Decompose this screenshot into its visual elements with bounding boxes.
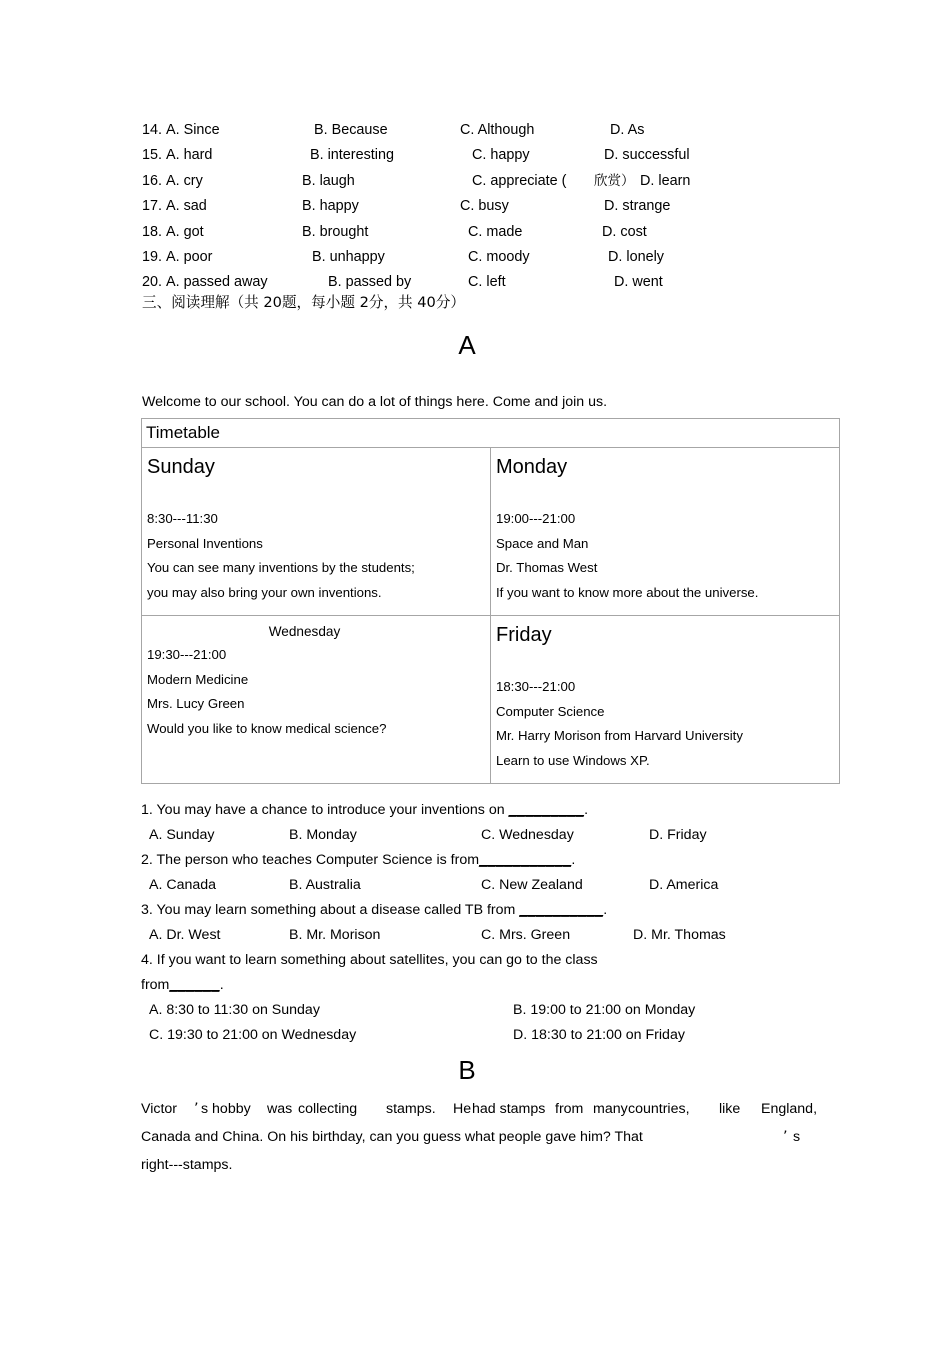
passage-b-word: many <box>593 1101 628 1117</box>
cloze-option-a-text: A. sad <box>166 198 207 215</box>
timetable-time: 19:00---21:00 <box>496 511 576 526</box>
timetable-topic: Computer Science <box>496 703 605 719</box>
option-d: D. Mr. Thomas <box>633 927 726 943</box>
passage-b-line <box>141 1123 841 1151</box>
cloze-option-b: B. unhappy <box>312 248 385 265</box>
passage-b-body <box>141 1095 841 1179</box>
section-heading-reading: 三、阅读理解（共 20题，每小题 2分，共 40分） <box>142 294 466 311</box>
cloze-row <box>142 194 842 219</box>
cloze-option-a: 18. <box>142 223 163 240</box>
cloze-option-a: 20. <box>142 274 163 291</box>
timetable-topic: Space and Man <box>496 535 589 551</box>
cloze-option-c: C. appreciate ( <box>472 172 567 189</box>
question-stem-2 <box>141 848 851 873</box>
cloze-option-d: D. As <box>610 122 645 138</box>
option-a: A. Sunday <box>149 827 215 843</box>
cloze-option-b: B. interesting <box>310 147 394 164</box>
timetable-cell-monday <box>491 448 840 616</box>
option-a: A. Dr. West <box>149 927 221 943</box>
question-stem-tail: . <box>219 977 224 993</box>
option-d: D. Friday <box>649 827 707 843</box>
day-heading-friday: Friday <box>496 624 552 646</box>
cloze-option-d: D. cost <box>602 223 647 240</box>
cloze-option-a: 14. <box>142 122 163 138</box>
cloze-option-d: D. went <box>614 274 663 291</box>
cloze-option-a: 15. <box>142 147 163 164</box>
passage-b-word: He <box>453 1101 472 1117</box>
passage-b-word: Victor <box>141 1101 178 1117</box>
cloze-option-c: C. Although <box>460 122 535 138</box>
cloze-option-b: B. happy <box>302 198 359 215</box>
timetable-detail: Would you like to know medical science? <box>147 720 387 736</box>
timetable-row <box>142 448 840 616</box>
cloze-option-c: C. happy <box>472 147 530 164</box>
timetable <box>141 418 840 784</box>
timetable-detail: If you want to know more about the universe. <box>496 584 759 600</box>
passage-b-word: had stamps <box>472 1101 546 1117</box>
question-stem-4-line2 <box>141 973 851 998</box>
cloze-row <box>142 220 842 245</box>
option-c: C. Wednesday <box>481 827 574 843</box>
cloze-option-a: 16. <box>142 172 163 189</box>
option-a: A. Canada <box>149 877 217 893</box>
cloze-option-c: C. busy <box>460 198 509 215</box>
question-stem-1 <box>141 798 851 823</box>
passage-a-intro: Welcome to our school. You can do a lot of things here. Come and join us. <box>142 394 608 410</box>
question-stem-4-line1: 4. If you want to learn something about satellites, you can go to the class <box>141 952 598 968</box>
cloze-option-d: D. strange <box>604 198 671 215</box>
cloze-option-c: C. made <box>468 223 523 240</box>
cloze-option-a-text: A. Since <box>166 122 220 138</box>
timetable-time: 19:30---21:00 <box>147 647 227 662</box>
cloze-row <box>142 118 842 143</box>
timetable-speaker: Mrs. Lucy Green <box>147 696 245 711</box>
option-d: D. 18:30 to 21:00 on Friday <box>513 1027 685 1043</box>
passage-b-word: s <box>793 1129 801 1145</box>
passage-b-line <box>141 1151 841 1179</box>
question-stem-tail: . <box>603 902 608 918</box>
cloze-option-a: 17. <box>142 198 163 215</box>
cloze-row <box>142 143 842 168</box>
passage-b-word: right---stamps. <box>141 1157 233 1173</box>
question-stem-tail: . <box>584 802 589 818</box>
cloze-option-a-text: A. poor <box>166 248 213 265</box>
cloze-option-b: B. brought <box>302 223 369 240</box>
timetable-detail: You can see many inventions by the students; <box>147 560 415 575</box>
timetable-time: 18:30---21:00 <box>496 679 576 694</box>
answer-blank: __________ <box>519 902 604 918</box>
timetable-speaker: Mr. Harry Morison from Harvard University <box>496 728 743 743</box>
cloze-option-a-text: A. cry <box>166 172 203 189</box>
cloze-option-b: B. Because <box>314 122 388 138</box>
question-options-3 <box>141 923 851 948</box>
cloze-option-d: D. successful <box>604 147 690 164</box>
cloze-row <box>142 245 842 270</box>
cloze-option-c: C. left <box>468 274 506 291</box>
timetable-topic: Personal Inventions <box>147 535 263 551</box>
passage-b-word: stamps. <box>386 1101 436 1117</box>
option-b: B. 19:00 to 21:00 on Monday <box>513 1002 696 1018</box>
timetable-title-row <box>142 419 840 448</box>
timetable-title-cell <box>142 419 840 448</box>
timetable-cell-wednesday <box>142 616 491 784</box>
question-stem-text: 1. You may have a chance to introduce your inventions on <box>141 802 509 818</box>
cloze-row <box>142 169 842 194</box>
option-b: B. Australia <box>289 877 361 893</box>
timetable-speaker: Dr. Thomas West <box>496 560 598 575</box>
cloze-option-b: B. passed by <box>328 274 412 291</box>
option-d: D. America <box>649 877 719 893</box>
cloze-option-a-text: A. got <box>166 223 204 240</box>
day-heading-wednesday: Wednesday <box>268 624 341 639</box>
passage-b-word: s hobby <box>201 1101 251 1117</box>
passage-letter-b: B <box>458 1055 476 1085</box>
question-stem-text: 3. You may learn something about a disease called TB from <box>141 902 520 918</box>
cloze-option-d: D. lonely <box>608 248 664 265</box>
timetable-time: 8:30---11:30 <box>147 511 218 526</box>
cloze-option-a-text: A. hard <box>166 147 213 164</box>
timetable-cell-friday <box>491 616 840 784</box>
question-options-4-row1 <box>141 998 851 1023</box>
question-options-2 <box>141 873 851 898</box>
cloze-option-c-gloss: 欣赏） <box>594 172 635 189</box>
apostrophe-glyph: ’ <box>783 1129 788 1145</box>
timetable-detail: Learn to use Windows XP. <box>496 752 650 768</box>
option-b: B. Monday <box>289 827 357 843</box>
passage-b-line <box>141 1095 841 1123</box>
passage-b-word: from <box>555 1101 584 1117</box>
answer-blank: _________ <box>508 802 585 818</box>
question-options-1 <box>141 823 851 848</box>
cloze-option-b: B. laugh <box>302 172 355 189</box>
cloze-option-a-text: A. passed away <box>166 274 268 291</box>
passage-b-word: Canada and China. On his birthday, can you guess what people gave him? That <box>141 1129 643 1145</box>
option-c: C. 19:30 to 21:00 on Wednesday <box>149 1027 357 1043</box>
day-heading-monday: Monday <box>496 456 568 478</box>
question-stem-3 <box>141 898 851 923</box>
day-heading-sunday: Sunday <box>147 456 215 478</box>
question-options-4-row2 <box>141 1023 851 1048</box>
question-stem-tail: . <box>571 852 576 868</box>
option-c: C. New Zealand <box>481 877 583 893</box>
passage-b-word: countries, <box>628 1101 690 1117</box>
cloze-option-c: C. moody <box>468 248 530 265</box>
cloze-option-d: D. learn <box>640 172 691 189</box>
timetable-row <box>142 616 840 784</box>
answer-blank: ______ <box>169 977 220 993</box>
cloze-options-block <box>142 118 842 296</box>
question-stem-text: from <box>141 977 170 993</box>
answer-blank: ___________ <box>479 852 572 868</box>
passage-b-word: was <box>267 1101 293 1117</box>
cloze-option-a: 19. <box>142 248 163 265</box>
passage-b-word: England, <box>761 1101 818 1117</box>
timetable-title: Timetable <box>146 423 221 442</box>
passage-b-word: like <box>719 1101 741 1117</box>
timetable-cell-sunday <box>142 448 491 616</box>
passage-b-word: collecting <box>298 1101 358 1117</box>
option-a: A. 8:30 to 11:30 on Sunday <box>149 1002 320 1018</box>
option-b: B. Mr. Morison <box>289 927 381 943</box>
question-stem-text: 2. The person who teaches Computer Science is from <box>141 852 480 868</box>
option-c: C. Mrs. Green <box>481 927 571 943</box>
timetable-detail: you may also bring your own inventions. <box>147 584 382 600</box>
timetable-topic: Modern Medicine <box>147 671 249 687</box>
apostrophe-glyph: ’ <box>194 1101 199 1117</box>
reading-questions <box>141 798 851 1048</box>
passage-letter-a: A <box>458 330 476 360</box>
